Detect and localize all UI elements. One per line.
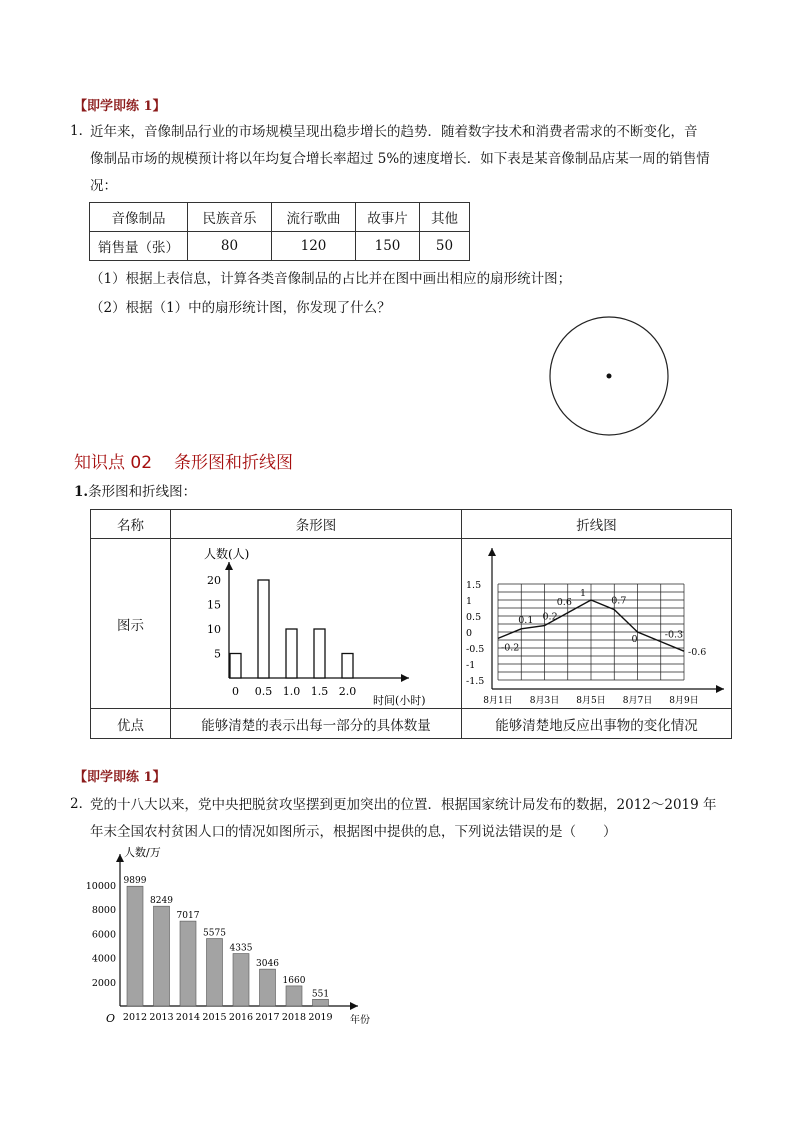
y-tick-label: 20 [207, 573, 221, 587]
comparison-table [90, 509, 732, 739]
data-label: 5575 [203, 928, 226, 939]
y-tick-label: 1 [466, 595, 473, 607]
data-label: -0.2 [501, 641, 520, 653]
y-tick-label: 5 [214, 647, 221, 660]
y-axis-label: 人数(人) [204, 546, 250, 561]
y-tick-label: 6000 [91, 929, 116, 941]
sales-cell: 80 [188, 232, 272, 261]
y-tick-label: 0.5 [466, 611, 482, 623]
sales-header-cell: 故事片 [356, 203, 420, 232]
sales-table [89, 202, 470, 261]
sales-header-cell: 其他 [420, 203, 470, 232]
bar [313, 999, 329, 1006]
sales-cell: 50 [420, 232, 470, 261]
bar [342, 653, 353, 678]
practice-tag-2: 【即学即练 1】 [74, 770, 166, 785]
data-label: 0.7 [611, 595, 627, 607]
line-chart [462, 540, 731, 708]
item1 [74, 480, 196, 500]
y-tick-label: 4000 [91, 953, 116, 965]
empty-pie-circle [548, 315, 672, 439]
x-axis-arrow [350, 1002, 358, 1010]
data-label: 1660 [282, 975, 306, 986]
origin-label: O [106, 1012, 116, 1025]
y-tick-label: 2000 [91, 977, 116, 989]
data-label: 551 [311, 989, 330, 1000]
line-chart-cell [462, 539, 732, 709]
x-tick-label: 2017 [255, 1012, 280, 1023]
q1-sub2: （2）根据（1）中的扇形统计图，你发现了什么？ [90, 300, 391, 316]
data-label: 4335 [229, 943, 253, 954]
q2-line1: 党的十八大以来，党中央把脱贫攻坚摆到更加突出的位置．根据国家统计局发布的数据，2012～2019 年 [90, 797, 717, 813]
data-label: 0.2 [542, 611, 558, 623]
section-heading [74, 448, 293, 473]
data-label: 7017 [176, 911, 200, 922]
x-axis-arrow [401, 674, 409, 682]
bar [260, 969, 276, 1006]
q1-text [90, 119, 730, 146]
y-tick-label: 0 [466, 627, 473, 639]
x-tick-label: 2012 [122, 1012, 148, 1023]
poverty-bar-chart [80, 842, 380, 1032]
bar-advantage: 能够清楚的表示出每一部分的具体数量 [171, 709, 462, 739]
data-label: -0.6 [688, 646, 707, 658]
x-tick-label: 2014 [175, 1012, 201, 1023]
sales-cell: 150 [356, 232, 420, 261]
x-axis-label: 年份 [350, 1015, 370, 1026]
q1-sub1: （1）根据上表信息，计算各类音像制品的占比并在图中画出相应的扇形统计图； [90, 271, 572, 287]
q2-line2: 年末全国农村贫困人口的情况如图所示，根据图中提供的息，下列说法错误的是（ ） [90, 824, 617, 840]
x-tick-label: 1.5 [310, 684, 329, 698]
sales-header-cell: 音像制品 [90, 203, 188, 232]
bar [258, 580, 269, 678]
q1-line2: 像制品市场的规模预计将以年均复合增长率超过 5%的速度增长．如下表是某音像制品店某一周的销售情 [90, 151, 710, 167]
x-tick-label: 8月7日 [622, 695, 653, 706]
line-advantage: 能够清楚地反应出事物的变化情况 [462, 709, 732, 739]
x-tick-label: 1.0 [282, 684, 301, 698]
data-label: 1 [580, 587, 587, 599]
x-tick-label: 8月3日 [529, 695, 560, 706]
row-illustration-label: 图示 [91, 539, 171, 709]
x-tick-label: 0.5 [254, 684, 273, 698]
row-advantage-label: 优点 [91, 709, 171, 739]
bar [286, 629, 297, 678]
bar [230, 653, 241, 678]
bar [127, 886, 143, 1006]
bar-chart-cell [171, 539, 462, 709]
section-title: 条形图和折线图 [174, 453, 294, 473]
bar [154, 906, 170, 1006]
practice-tag-1: 【即学即练 1】 [74, 99, 166, 114]
y-tick-label: 8000 [91, 905, 116, 917]
q1-line3: 况： [90, 178, 117, 194]
x-tick-label: 2.0 [338, 684, 357, 698]
item1-text: 条形图和折线图： [88, 484, 197, 500]
bar [180, 921, 196, 1006]
bar [207, 939, 223, 1006]
y-tick-label: -1 [466, 659, 476, 671]
data-label: 0.6 [556, 596, 572, 608]
data-label: -0.3 [664, 629, 684, 641]
x-tick-label: 2018 [281, 1012, 307, 1023]
bar [286, 986, 302, 1006]
y-axis-arrow [225, 562, 233, 570]
x-tick-label: 0 [232, 684, 239, 698]
x-tick-label: 2019 [308, 1012, 333, 1023]
data-label: 9899 [123, 876, 147, 887]
y-tick-label: 10 [207, 622, 221, 636]
item1-number: 1. [74, 484, 89, 500]
header-line: 折线图 [462, 510, 732, 539]
circle-center-dot [607, 374, 612, 379]
bar [233, 954, 249, 1006]
data-label: 0 [631, 633, 638, 645]
header-name: 名称 [91, 510, 171, 539]
data-label: 0.1 [518, 614, 534, 626]
y-tick-label: -0.5 [466, 643, 485, 655]
y-tick-label: 1.5 [466, 579, 482, 591]
x-axis-label: 时间(小时) [373, 693, 426, 707]
sales-cell: 120 [272, 232, 356, 261]
header-bar: 条形图 [171, 510, 462, 539]
x-tick-label: 8月1日 [483, 695, 513, 706]
y-axis-arrow [488, 548, 496, 556]
bar-chart [171, 540, 461, 708]
y-tick-label: -1.5 [466, 675, 485, 687]
sales-header-cell: 民族音乐 [188, 203, 272, 232]
y-axis-arrow [116, 854, 124, 862]
x-tick-label: 8月9日 [669, 695, 699, 706]
x-tick-label: 2013 [149, 1012, 174, 1023]
section-number: 知识点 02 [74, 453, 153, 473]
x-tick-label: 2015 [202, 1012, 227, 1023]
y-tick-label: 15 [207, 598, 221, 611]
data-label: 8249 [150, 896, 173, 907]
sales-header-cell: 流行歌曲 [272, 203, 356, 232]
bar [314, 629, 325, 678]
sales-cell: 销售量（张） [90, 232, 188, 261]
x-axis-arrow [716, 685, 724, 693]
y-axis-label: 人数/万 [124, 846, 161, 859]
x-tick-label: 8月5日 [576, 695, 606, 706]
x-tick-label: 2016 [228, 1012, 254, 1023]
data-label: 3046 [256, 959, 279, 970]
q1-line1: 近年来，音像制品行业的市场规模呈现出稳步增长的趋势．随着数字技术和消费者需求的不断变化，音 [90, 124, 698, 140]
q1-number: 1． [70, 123, 93, 139]
q2-number: 2． [70, 796, 93, 812]
y-tick-label: 10000 [85, 881, 116, 892]
